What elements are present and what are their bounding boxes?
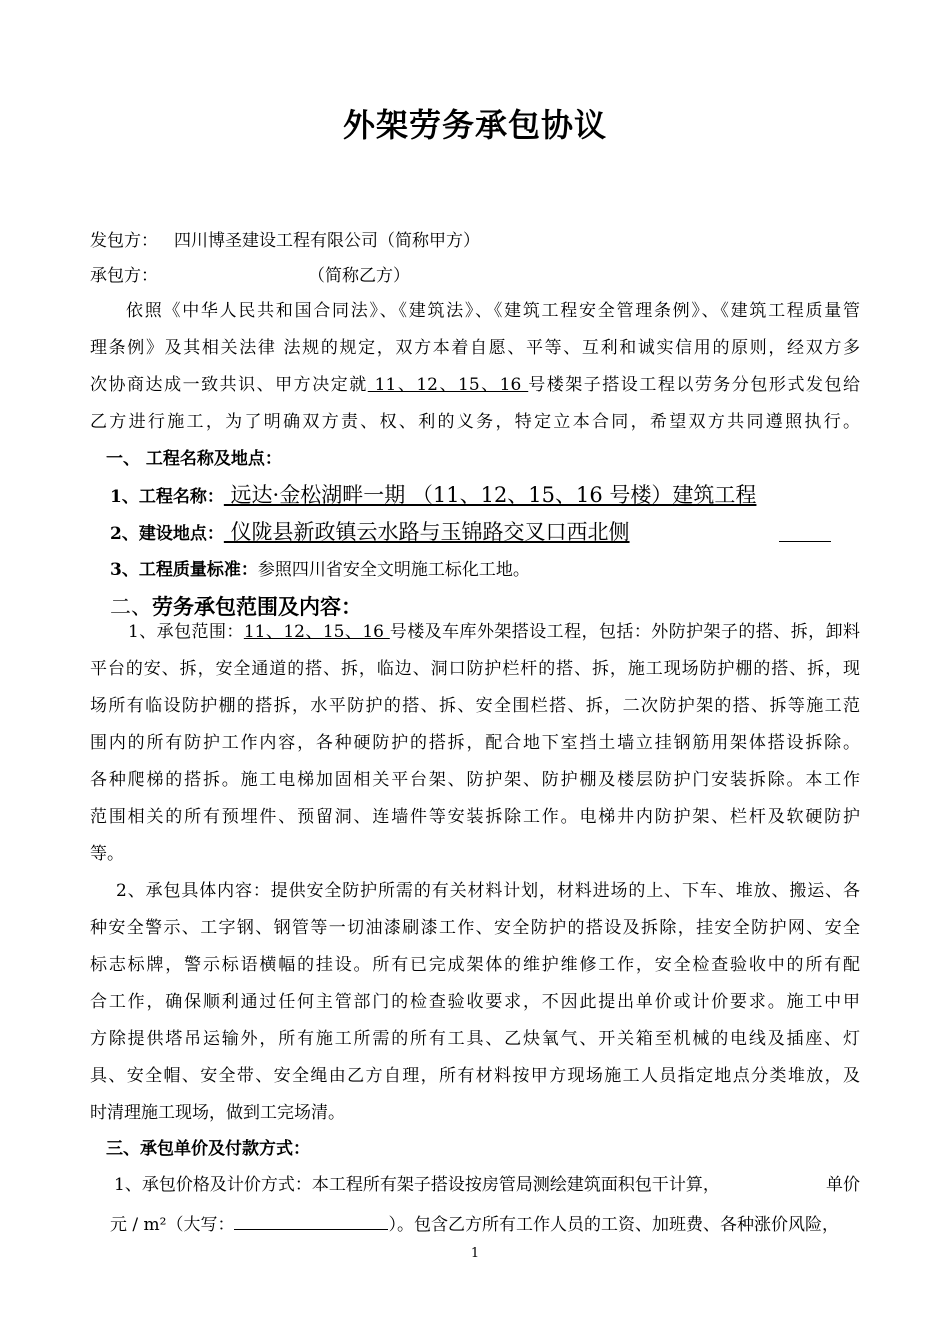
party-a-label: 发包方： <box>90 231 158 251</box>
price-method-text: 1、承包价格及计价方式：本工程所有架子搭设按房管局测绘建筑面积包干计算， <box>114 1175 720 1195</box>
scope-line-1 <box>128 621 860 643</box>
scope-line-6: 范围相关的所有预埋件、预留洞、连墙件等安装拆除工作。电梯井内防护架、栏杆及软硬防护 <box>90 807 860 827</box>
scope-line-2: 平台的安、拆，安全通道的搭、拆，临边、洞口防护栏杆的搭、拆，施工现场防护棚的搭、拆，现 <box>90 659 860 679</box>
scope-line-4: 围内的所有防护工作内容，各种硬防护的搭拆，配合地下室挡土墙立挂钢筋用架体搭设拆除。 <box>90 733 860 753</box>
price-includes-text: ）。包含乙方所有工作人员的工资、加班费、各种涨价风险， <box>388 1215 839 1235</box>
price-unit-text: 元 / m²（大写： <box>110 1215 235 1235</box>
party-b-label: 承包方： <box>90 266 158 286</box>
scope-buildings: 11、12、15、16 <box>243 622 390 642</box>
scope-line-7: 等。 <box>90 844 124 864</box>
project-name-line <box>110 484 880 508</box>
content-line-3: 标志标牌，警示标语横幅的挂设。所有已完成架体的维护维修工作，安全检查验收中的所有配 <box>90 955 860 975</box>
section-2-number: 二、 <box>110 595 152 619</box>
document-title: 外架劳务承包协议 <box>342 106 607 144</box>
section-1-heading: 一、 工程名称及地点： <box>106 449 282 469</box>
project-name-label: 1、工程名称： <box>110 487 224 507</box>
scope-line-3: 场所有临设防护棚的搭拆，水平防护的搭、拆、安全围栏搭、拆，二次防护架的搭、拆等施工范 <box>90 696 860 716</box>
party-a-line <box>90 230 860 252</box>
site-blank-underline <box>779 523 831 542</box>
price-line-1 <box>114 1174 860 1196</box>
content-line-5: 方除提供塔吊运输外，所有施工所需的所有工具、乙炔氧气、开关箱至机械的电线及插座、灯 <box>90 1029 860 1049</box>
content-line-1: 2、承包具体内容：提供安全防护所需的有关材料计划，材料进场的上、下车、堆放、搬运、各 <box>116 881 860 901</box>
price-line-2 <box>110 1211 860 1236</box>
quality-label: 3、工程质量标准： <box>110 560 258 580</box>
project-name-value: 远达·金松湖畔一期 （11、12、15、16 号楼）建筑工程 <box>223 483 757 507</box>
scope-line-5: 各种爬梯的搭拆。施工电梯加固相关平台架、防护架、防护棚及楼层防护门安装拆除。本工作 <box>90 770 860 790</box>
content-line-7: 时清理施工现场，做到工完场清。 <box>90 1103 345 1123</box>
site-value: 仪陇县新政镇云水路与玉锦路交叉口西北侧 <box>223 520 630 544</box>
content-line-6: 具、安全帽、安全带、安全绳由乙方自理，所有材料按甲方现场施工人员指定地点分类堆放，及 <box>90 1066 860 1086</box>
price-words-blank <box>234 1211 388 1230</box>
site-line <box>110 521 880 545</box>
intro-line-3-post: 号楼架子搭设工程以劳务分包形式发包给 <box>528 375 860 395</box>
content-line-4: 合工作，确保顺利通过任何主管部门的检查验收要求，不因此提出单价或计价要求。施工中甲 <box>90 992 860 1012</box>
unit-price-label: 单价 <box>826 1175 860 1195</box>
party-a-value: 四川博圣建设工程有限公司（简称甲方） <box>174 231 480 251</box>
section-2-heading <box>110 594 880 620</box>
intro-line-3-pre: 次协商达成一致共识、甲方决定就 <box>90 375 368 395</box>
intro-line-3 <box>90 374 860 396</box>
intro-line-1: 依照《中华人民共和国合同法》、《建筑法》、《建筑工程安全管理条例》、《建筑工程质量管 <box>126 301 860 321</box>
quality-value: 参照四川省安全文明施工标化工地。 <box>257 560 530 580</box>
scope-label: 1、承包范围： <box>128 622 244 642</box>
intro-line-2: 理条例》及其相关法律 法规的规定，双方本着自愿、平等、互利和诚实信用的原则，经双方多 <box>90 338 860 358</box>
section-2-title: 劳务承包范围及内容： <box>152 594 362 619</box>
scope-text: 号楼及车库外架搭设工程，包括：外防护架子的搭、拆，卸料 <box>389 622 860 642</box>
section-3-heading: 三、承包单价及付款方式： <box>106 1139 310 1159</box>
quality-line <box>110 559 880 581</box>
party-b-value: （简称乙方） <box>308 266 410 286</box>
site-label: 2、建设地点： <box>110 524 224 544</box>
page-number: 1 <box>470 1246 480 1261</box>
intro-line-4: 乙方进行施工，为了明确双方责、权、利的义务，特定立本合同，希望双方共同遵照执行。 <box>90 412 860 432</box>
party-b-line <box>90 265 860 287</box>
content-line-2: 种安全警示、工字钢、钢管等一切油漆刷漆工作、安全防护的搭设及拆除，挂安全防护网、安全 <box>90 918 860 938</box>
building-numbers: 11、12、15、16 <box>367 375 529 395</box>
